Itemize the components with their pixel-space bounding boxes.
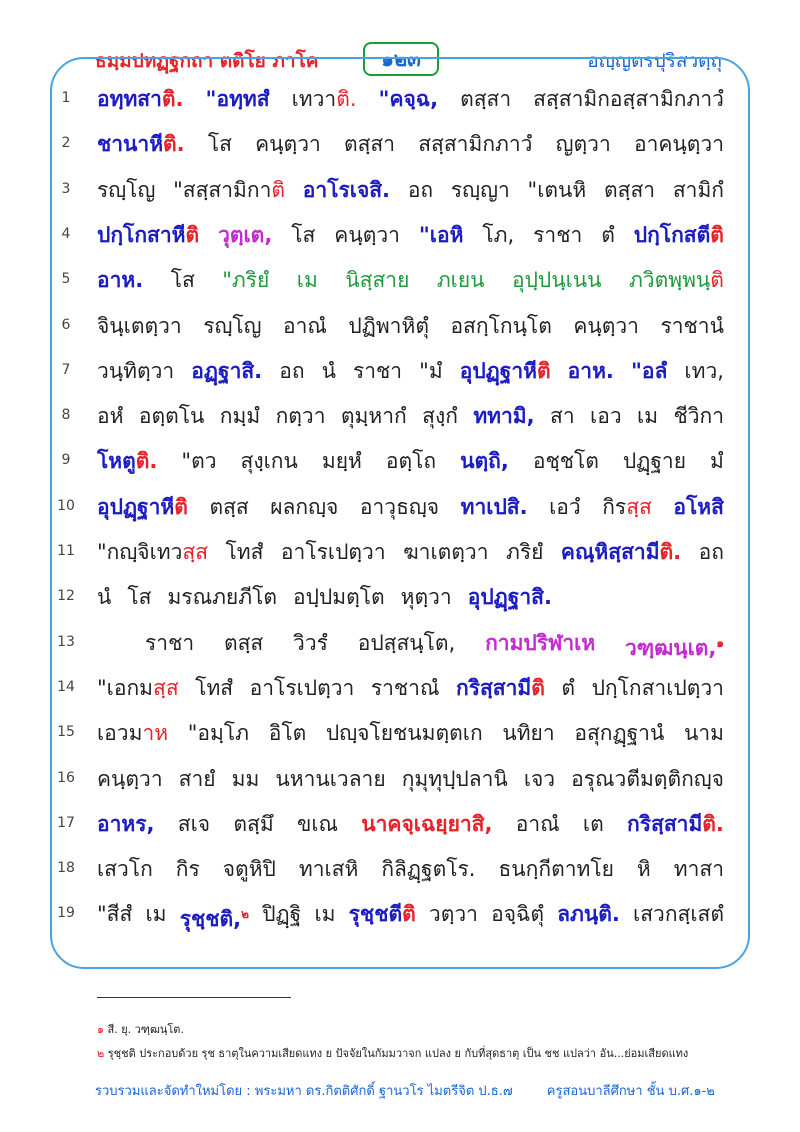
word: เทว, [684, 358, 724, 383]
word: อาวุธญฺจ [359, 494, 440, 519]
word [97, 718, 168, 748]
word: ทาเสหิ [298, 857, 359, 882]
word: วุตฺเต, [218, 222, 273, 247]
word: ตํ [561, 675, 576, 700]
text-line [97, 764, 724, 794]
word: อิโต [268, 721, 307, 746]
word: ปฏิพาหิตุํ [348, 313, 429, 338]
footnote-mark: ๒ [97, 1047, 105, 1060]
word: อุปฺปนฺเนน [511, 268, 602, 293]
word: วตฺวา [428, 902, 478, 927]
line-number: 15 [57, 724, 75, 741]
word: อปสฺสนฺโต, [357, 630, 456, 655]
word: "เตนหิ [527, 177, 587, 202]
text-line [97, 265, 724, 295]
word: กิร [175, 857, 200, 882]
word: คนฺตฺวา [573, 313, 639, 338]
word: โทสํ [195, 675, 234, 700]
word: ตสฺสา [343, 132, 396, 157]
word: อาคนฺตฺวา [633, 132, 724, 157]
word: อถ [407, 177, 434, 202]
word: ธนกฺกีตาทโย [498, 857, 614, 882]
text-line [97, 899, 724, 934]
word: ปฏฺฐาย [622, 449, 687, 474]
word: "ตว [181, 449, 217, 474]
word-ending: ติ [174, 494, 188, 519]
line-number: 13 [57, 633, 75, 650]
word: ปญฺจโยชนมตฺตเก [325, 721, 483, 746]
word-stem: "เอกม [97, 675, 154, 700]
line-number: 9 [61, 452, 71, 469]
word-stem: โหตู [97, 449, 136, 474]
word: ผลกญฺจ [270, 494, 339, 519]
word: นทิยา [502, 721, 555, 746]
footnote-ref: ๑ [716, 635, 724, 650]
text-line [97, 311, 724, 341]
word: อปฺปมตฺโต [292, 585, 385, 610]
word-ending: สฺส [626, 494, 652, 519]
word: คนฺตฺวา [255, 132, 321, 157]
word: เม [145, 902, 167, 927]
word: ลภนฺติ. [557, 902, 620, 927]
word: กุมุทุปฺปลานิ [401, 766, 508, 791]
word: ทาเปสิ. [460, 494, 528, 519]
word [97, 537, 208, 567]
word [561, 537, 681, 567]
line-number: 16 [57, 769, 75, 786]
word: สามิกํ [672, 177, 724, 202]
word: อาห. [97, 268, 144, 293]
page-footer [95, 1080, 715, 1101]
word [634, 220, 724, 250]
line-number: 7 [61, 361, 71, 378]
word-stem: คณฺหิสฺสามี [560, 540, 660, 564]
word-stem: รุชฺชตี [348, 902, 403, 927]
word: "คจฺฉ, [378, 87, 439, 111]
word: "ภริยํ [222, 268, 270, 293]
footer-level: ครูสอนบาลีศึกษา ชั้น บ.ศ.๑-๒ [546, 1084, 715, 1099]
word: รญฺญา [450, 177, 510, 202]
word-stem: ปกฺโกสตี [633, 222, 711, 247]
word-ending: ติ [710, 222, 724, 247]
text-line [97, 628, 724, 663]
word-stem: ชานาหี [97, 132, 164, 157]
word: อสกฺโกนฺโต [450, 313, 552, 338]
word: วิวรํ [293, 630, 328, 655]
word: ขเณ [296, 811, 338, 836]
footnote-text: สี. ยุ. วฑฺฒนฺโต. [107, 1023, 184, 1036]
word-ending: ติ [402, 902, 416, 927]
line-number: 19 [57, 905, 75, 922]
line-number: 12 [57, 588, 75, 605]
book-title: ธมฺมปทฏฺฐกถา ตติโย ภาโค [95, 50, 319, 72]
word: ตสฺสา [460, 87, 512, 111]
word-ending: ติ. [659, 540, 682, 564]
text-line [97, 809, 724, 839]
word: สุงฺกํ [422, 404, 458, 429]
word: หิ [636, 857, 651, 882]
word: เสวโก [97, 857, 153, 882]
word: ราชา [533, 222, 583, 247]
word-ending: าห [142, 721, 169, 746]
word [602, 492, 652, 522]
word: ภเยน [436, 268, 485, 293]
footnote-text: รุชฺชติ ประกอบด้วย รุช ธาตุในความเสียดแทง ย ปัจจัยในกัมมวาจก แปลง ย กับที่สุดธาตุ เป็น ชช แปลว่า อัน...ย่อมเสียดแทง [107, 1047, 689, 1060]
word: นาคจฺเฉยฺยาสิ, [361, 811, 493, 836]
word: ปกฺโกสาเปตฺวา [591, 675, 724, 700]
word: วฑฺฒนฺเต,$^๑$ [625, 635, 724, 660]
word [97, 446, 157, 476]
word-ending: สฺส [182, 540, 209, 564]
word: มรณภยภีโต [167, 585, 277, 610]
text-line [97, 854, 724, 884]
word [460, 356, 551, 386]
word: อจฺฉิตุํ [491, 902, 544, 927]
word: ราชา [352, 358, 403, 383]
footnote-1 [97, 1020, 184, 1038]
word: ราชา [145, 630, 195, 655]
word: เอวํ [549, 494, 581, 519]
word-stem: เอวม [97, 721, 143, 746]
line-number: 3 [61, 180, 71, 197]
text-line [97, 129, 724, 159]
word: อาณํ [515, 811, 560, 836]
word: นํ [97, 585, 112, 610]
word: โส [170, 268, 195, 293]
word: ทาสา [673, 857, 724, 882]
word: มํ [710, 449, 724, 474]
word: รุชฺชติ,$^๒$ [179, 907, 250, 932]
word: คนฺตฺวา [334, 222, 400, 247]
text-line [97, 718, 724, 748]
word: สสฺสามิกภาวํ [418, 132, 533, 157]
word: อโหสิ [673, 494, 724, 519]
word: นิสฺสาย [345, 268, 410, 293]
text-line [97, 356, 724, 386]
word: สุงฺเกน [240, 449, 298, 474]
word: อถ [279, 358, 305, 383]
word: มยฺหํ [321, 449, 362, 474]
word-ending: ติ. [161, 87, 184, 111]
word: สเจ [177, 811, 211, 836]
word: อาโรเปตฺวา [280, 540, 386, 564]
word: อตฺโถ [385, 449, 437, 474]
word-stem: ภวิตพฺพนฺ [628, 268, 711, 293]
line-number: 10 [57, 497, 75, 514]
page-number: ๑๒๓ [363, 42, 439, 76]
word: สสฺสามิกอสฺสามิกภาวํ [533, 87, 724, 111]
word: สา [550, 404, 575, 429]
word: ราชานํ [660, 313, 724, 338]
word: โส [127, 585, 152, 610]
word: "อมฺโภ [187, 721, 250, 746]
word: โส [291, 222, 316, 247]
word: เอว [590, 404, 622, 429]
word: ตสฺส [209, 494, 249, 519]
word: ททามิ, [473, 404, 535, 429]
line-number: 17 [57, 814, 75, 831]
word: สายํ [178, 766, 216, 791]
word: นาม [684, 721, 724, 746]
word-ending: ติ [710, 268, 724, 293]
word: โทสํ [225, 540, 264, 564]
word-stem: อุปฏฺฐาหี [459, 358, 537, 383]
word: อตฺตโน [138, 404, 205, 429]
word-ending: ติ [271, 177, 286, 202]
word-stem: กิร [602, 494, 627, 519]
word: ญตฺวา [555, 132, 611, 157]
footnote-mark: ๑ [97, 1023, 104, 1036]
word: อาห. [567, 358, 614, 383]
word: "เอหิ [418, 222, 464, 247]
word: ภริยํ [505, 540, 544, 564]
word: เม [296, 268, 318, 293]
word: อาโรเจสิ. [302, 177, 391, 202]
text-line [97, 84, 724, 114]
word-ending: ติ [536, 358, 551, 383]
word: อาหร, [97, 811, 155, 836]
word: หุตฺวา [400, 585, 452, 610]
word: เม [637, 404, 659, 429]
text-line [97, 401, 724, 431]
word [629, 265, 724, 295]
word: อสุกฏฺฐานํ [574, 721, 665, 746]
word: โภ, [482, 222, 515, 247]
word: กตฺวา [275, 404, 326, 429]
word: วนฺทิตฺวา [97, 358, 175, 383]
line-number: 5 [61, 271, 71, 288]
word: ฆาเตตฺวา [403, 540, 489, 564]
word: อถ [698, 540, 724, 564]
word: อหํ [97, 404, 124, 429]
word: "อลํ [630, 358, 668, 383]
word: อุปฏฺฐาสิ. [467, 585, 552, 610]
word-stem: อุปฏฺฐาหี [97, 494, 175, 519]
word: เม [314, 902, 336, 927]
word [173, 175, 285, 205]
text-line [97, 582, 724, 612]
word [97, 220, 199, 250]
word: เสวกสฺเสตํ [633, 902, 724, 927]
word: คนฺตฺวา [97, 766, 163, 791]
word [97, 492, 188, 522]
word: ราชาณํ [370, 675, 440, 700]
word: ชีวิกา [673, 404, 724, 429]
word-stem: "กญฺจิเทว [97, 540, 183, 564]
word-ending: สฺส [153, 675, 179, 700]
word: ตสฺสา [603, 177, 656, 202]
word-stem: "สสฺสามิกา [173, 177, 272, 202]
word [627, 809, 724, 839]
word-stem: เทวา [291, 87, 337, 111]
word: อฏฺฐาสิ. [191, 358, 263, 383]
footnote-ref: ๒ [241, 907, 250, 922]
word [292, 84, 357, 114]
word: ปิฏฺฐิ [262, 902, 302, 927]
word: อชฺชโต [532, 449, 599, 474]
line-number: 6 [61, 316, 71, 333]
word [97, 84, 184, 114]
word: ตํ [601, 222, 615, 247]
word [97, 673, 179, 703]
word: จินฺเตตฺวา [97, 313, 182, 338]
word-stem: อทฺทสา [97, 87, 162, 111]
word: โส [207, 132, 232, 157]
footer-credit: รวบรวมและจัดทำใหม่โดย : พระมหา ดร.กิตติศักดิ์ ฐานวโร ไมตรีจิต ป.ธ.๗ [95, 1084, 513, 1099]
word-stem: กริสฺสามี [627, 811, 703, 836]
word: กิลิฏฺฐตโร. [381, 857, 476, 882]
word-ending: ติ. [702, 811, 724, 836]
word: รญฺโญ [97, 177, 156, 202]
word: อาโรเปตฺวา [249, 675, 355, 700]
word-ending: ติ. [163, 132, 185, 157]
word [97, 129, 185, 159]
word: รญฺโญ [203, 313, 262, 338]
word: ตสฺส [223, 630, 264, 655]
text-line [97, 220, 724, 250]
word: นํ [321, 358, 336, 383]
word: จตูหิปิ [222, 857, 276, 882]
line-number: 4 [61, 225, 71, 242]
word: นหานเวลาย [275, 766, 386, 791]
word: อาณํ [283, 313, 327, 338]
word-stem: ปกฺโกสาหี [97, 222, 186, 247]
word: อรุณวตีมตฺติกญฺจ [571, 766, 724, 791]
word-stem: กริสฺสามี [455, 675, 532, 700]
word-ending: ติ [531, 675, 545, 700]
text-line [97, 492, 724, 522]
line-number: 14 [57, 678, 75, 695]
word: "มํ [419, 358, 443, 383]
line-number: 2 [61, 135, 71, 152]
text-line [97, 537, 724, 567]
word-ending: ติ [185, 222, 200, 247]
line-number: 1 [61, 90, 71, 106]
text-line [97, 673, 724, 703]
word [456, 673, 545, 703]
word: มม [231, 766, 260, 791]
word [349, 899, 416, 934]
line-number: 11 [57, 543, 75, 559]
word: นตฺถิ, [460, 449, 509, 474]
footnote-2 [97, 1044, 688, 1062]
word: เต [582, 811, 604, 836]
word: ตุมฺหากํ [340, 404, 407, 429]
word: กามปริฬาเห [485, 630, 596, 655]
word-ending: ติ. [336, 87, 357, 111]
word: เจว [523, 766, 556, 791]
word: กมฺมํ [219, 404, 261, 429]
word: "สีสํ [97, 902, 133, 927]
text-line [97, 446, 724, 476]
word: "อทฺทสํ [205, 87, 270, 111]
word-ending: ติ. [135, 449, 158, 474]
word: ตสฺมึ [233, 811, 274, 836]
line-number: 18 [57, 860, 75, 877]
footnote-divider [97, 997, 291, 998]
story-title: อญฺญตรปุริสวตฺถุ [587, 50, 722, 72]
line-number: 8 [61, 407, 71, 424]
text-line [97, 175, 724, 205]
